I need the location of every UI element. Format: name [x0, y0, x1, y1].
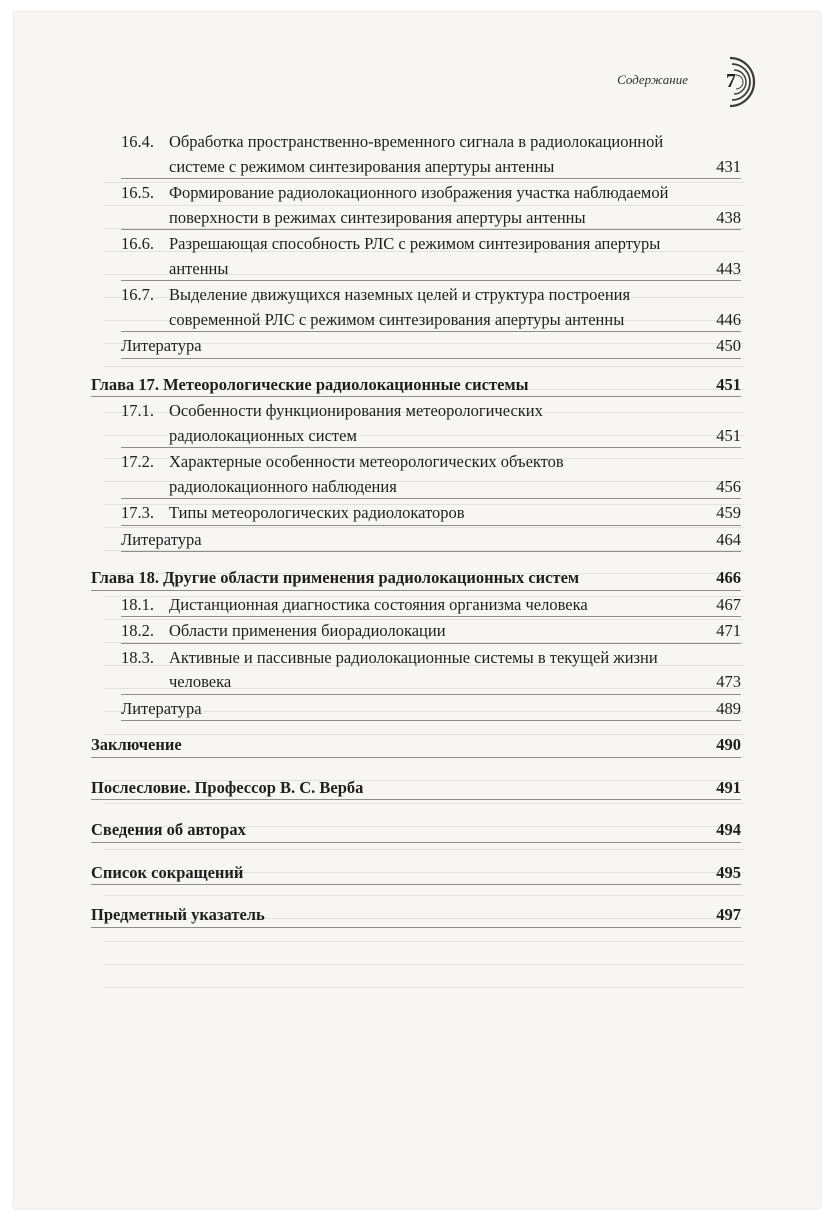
toc-entry[interactable]	[91, 130, 741, 179]
toc-entry[interactable]	[91, 646, 741, 695]
toc-entry-literature[interactable]	[91, 334, 741, 359]
toc-subject-index[interactable]	[91, 903, 741, 928]
entry-number: 17.3.	[121, 503, 154, 522]
toc-chapter-18[interactable]	[91, 566, 741, 591]
entry-title: Области применения биорадиолокации	[169, 621, 446, 640]
entry-number: 18.2.	[121, 621, 154, 640]
toc-chapter-17[interactable]	[91, 373, 741, 398]
toc-entry-literature[interactable]	[91, 697, 741, 722]
header-section-title: Содержание	[617, 72, 688, 87]
leader-rule	[91, 842, 741, 843]
entry-number: 17.1.	[121, 401, 154, 420]
entry-title: Сведения об авторах	[91, 820, 246, 839]
entry-title: Особенности функционирования метеорологических радиолокационных систем	[169, 401, 543, 445]
leader-rule	[91, 396, 741, 397]
entry-page: 467	[716, 594, 741, 614]
entry-title: Дистанционная диагностика состояния организма человека	[169, 594, 588, 614]
leader-rule	[121, 178, 741, 179]
leader-rule	[121, 616, 741, 617]
leader-rule	[91, 590, 741, 591]
entry-page: 443	[716, 258, 741, 278]
leader-rule	[121, 331, 741, 332]
entry-title: Послесловие. Профессор В. С. Верба	[91, 777, 364, 797]
leader-rule	[121, 498, 741, 499]
entry-page: 464	[716, 529, 741, 549]
toc-entry[interactable]	[91, 450, 741, 499]
leader-rule	[121, 694, 741, 695]
entry-title: Активные и пассивные радиолокационные системы в текущей жизни человека	[169, 647, 658, 691]
leader-rule	[121, 229, 741, 230]
toc-afterword[interactable]	[91, 776, 741, 801]
header-page-number: 7	[726, 70, 736, 92]
toc-entry[interactable]	[91, 501, 741, 526]
entry-page: 490	[716, 735, 741, 754]
table-of-contents	[91, 130, 741, 930]
chapter-page: 466	[716, 568, 741, 587]
entry-page: 451	[716, 425, 741, 445]
entry-title: Литература	[121, 698, 202, 718]
entry-title: Заключение	[91, 735, 182, 754]
entry-page: 491	[716, 777, 741, 797]
entry-title: Литература	[121, 336, 202, 355]
entry-number: 18.1.	[121, 594, 154, 614]
leader-rule	[121, 280, 741, 281]
leader-rule	[91, 799, 741, 800]
toc-entry[interactable]	[91, 399, 741, 448]
toc-conclusion[interactable]	[91, 733, 741, 758]
entry-title: Выделение движущихся наземных целей и структура построения современной РЛС с режимом синтезирования апертуры антенны	[169, 285, 631, 329]
leader-rule	[91, 927, 741, 928]
entry-page: 438	[716, 207, 741, 227]
toc-entry[interactable]	[91, 232, 741, 281]
chapter-title: Глава 17. Метеорологические радиолокационные системы	[91, 374, 529, 394]
entry-number: 16.5.	[121, 183, 154, 202]
ornament-arc-icon	[722, 54, 772, 110]
entry-title: Характерные особенности метеорологических объектов радиолокационного наблюдения	[169, 452, 564, 496]
entry-title: Предметный указатель	[91, 905, 265, 924]
entry-page: 494	[716, 820, 741, 839]
leader-rule	[121, 643, 741, 644]
entry-number: 16.4.	[121, 132, 154, 151]
leader-rule	[121, 525, 741, 526]
entry-number: 16.6.	[121, 234, 154, 253]
toc-entry[interactable]	[91, 181, 741, 230]
entry-page: 471	[716, 621, 741, 640]
entry-page: 431	[716, 156, 741, 176]
leader-rule	[91, 884, 741, 885]
toc-entry[interactable]	[91, 593, 741, 618]
leader-rule	[121, 720, 741, 721]
entry-page: 495	[716, 862, 741, 882]
entry-title: Разрешающая способность РЛС с режимом синтезирования апертуры антенны	[169, 234, 661, 278]
entry-page: 473	[716, 672, 741, 691]
entry-title: Литература	[121, 529, 202, 549]
toc-entry[interactable]	[91, 619, 741, 644]
chapter-page: 451	[716, 374, 741, 394]
leader-rule	[121, 447, 741, 448]
book-page	[14, 12, 820, 1208]
entry-page: 450	[716, 336, 741, 355]
entry-page: 446	[716, 309, 741, 329]
entry-page: 456	[716, 476, 741, 496]
running-header	[14, 12, 820, 122]
entry-number: 17.2.	[121, 452, 154, 471]
entry-number: 18.3.	[121, 647, 154, 667]
leader-rule	[121, 551, 741, 552]
toc-authors[interactable]	[91, 818, 741, 843]
entry-title: Формирование радиолокационного изображения участка наблюдаемой поверхности в режимах синтезирования апертуры антенны	[169, 183, 669, 227]
entry-number: 16.7.	[121, 285, 154, 304]
entry-page: 497	[716, 905, 741, 924]
toc-abbreviations[interactable]	[91, 861, 741, 886]
entry-page: 459	[716, 503, 741, 522]
chapter-title: Глава 18. Другие области применения радиолокационных систем	[91, 568, 580, 587]
leader-rule	[91, 757, 741, 758]
leader-rule	[121, 358, 741, 359]
toc-entry-literature[interactable]	[91, 528, 741, 553]
toc-entry[interactable]	[91, 283, 741, 332]
entry-title: Типы метеорологических радиолокаторов	[169, 503, 465, 522]
entry-title: Обработка пространственно-временного сигнала в радиолокационной системе с режимом синтезирования апертуры антенны	[169, 132, 664, 176]
entry-page: 489	[716, 698, 741, 718]
entry-title: Список сокращений	[91, 862, 244, 882]
